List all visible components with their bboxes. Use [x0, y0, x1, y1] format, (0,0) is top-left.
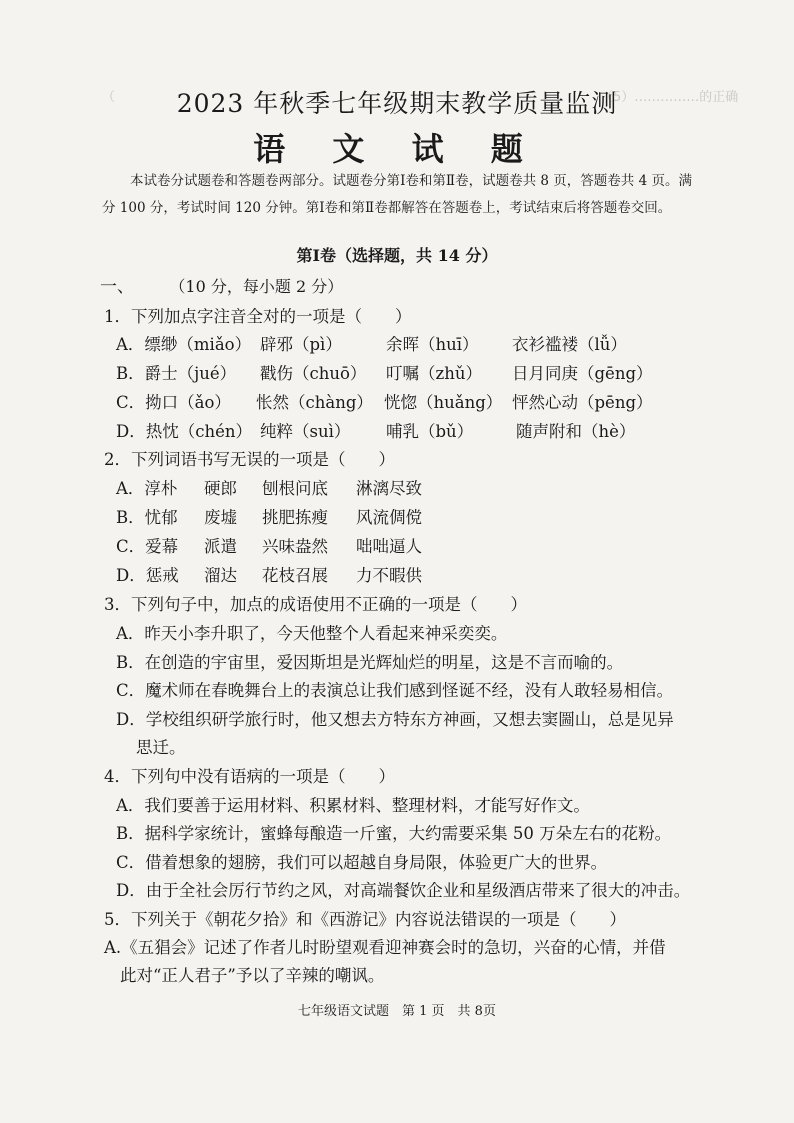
option-text: B．在创造的宇宙里，爱因斯坦是光辉灿烂的明星，这是不言而喻的。 — [116, 653, 624, 672]
option-text: C．魔术师在春晚舞台上的表演总让我们感到怪诞不经，没有人敢轻易相信。 — [116, 681, 674, 700]
option-text: 此对“正人君子”予以了辛辣的嘲讽。 — [120, 966, 385, 985]
option-text: 硬郎 — [204, 479, 237, 498]
option-text: B．爵士（jué） — [116, 364, 237, 383]
page-footer: 七年级语文试题 第 1 页 共 8页 — [298, 1004, 496, 1019]
option-text: A.《五猖会》记述了作者儿时盼望观看迎神赛会时的急切，兴奋的心情，并借 — [104, 938, 666, 957]
option-text: D．由于全社会厉行节约之风，对高端餐饮企业和星级酒店带来了很大的冲击。 — [116, 881, 691, 900]
question-5-stem: 5．下列关于《朝花夕拾》和《西游记》内容说法错误的一项是（ ） — [104, 910, 626, 929]
option-text: 力不暇供 — [356, 566, 422, 585]
option-text: 兴味盎然 — [262, 537, 328, 556]
volume-heading: 第Ⅰ卷（选择题，共 14 分） — [296, 246, 498, 265]
option-text: D．热忱（chén） — [116, 422, 252, 441]
option-text: 辟邪（pì） — [260, 335, 342, 354]
option-text: D．惩戒 — [116, 566, 179, 585]
option-text: 思迁。 — [136, 738, 186, 757]
option-text: 挑肥拣瘦 — [262, 508, 328, 527]
option-text: C．爱幕 — [116, 537, 179, 556]
option-text: 叮嘱（zhǔ） — [386, 364, 482, 383]
option-text: 怅然（chàng） — [256, 393, 373, 412]
option-text: 怦然心动（pēng） — [512, 393, 653, 412]
option-text: 纯粹（suì） — [260, 422, 351, 441]
bleed-through-text: （ — [102, 90, 116, 105]
option-text: 派遣 — [204, 537, 237, 556]
option-text: 风流倜傥 — [356, 508, 422, 527]
option-text: C．拗口（ǎo） — [116, 393, 231, 412]
option-text: 花枝召展 — [262, 566, 328, 585]
option-text: A．淳朴 — [116, 479, 178, 498]
option-text: A．昨天小李升职了，今天他整个人看起来神采奕奕。 — [116, 624, 508, 643]
option-text: A．缥缈（miǎo） — [116, 335, 252, 354]
option-text: 咄咄逼人 — [356, 537, 422, 556]
option-text: 余晖（huī） — [386, 335, 479, 354]
option-text: 刨根问底 — [262, 479, 328, 498]
section-score: （10 分，每小题 2 分） — [169, 277, 344, 296]
section-heading — [100, 272, 343, 297]
exam-subtitle: 语 文 试 题 — [253, 130, 541, 168]
option-text: B．据科学家统计，蜜蜂每酿造一斤蜜，大约需要采集 50 万朵左右的花粉。 — [116, 824, 672, 843]
exam-instructions: 本试卷分试题卷和答题卷两部分。试题卷分第Ⅰ卷和第Ⅱ卷，试题卷共 8 页，答题卷共 4 页。满分 100 分，考试时间 120 分钟。第Ⅰ卷和第Ⅱ卷都解答在答题卷上，考试结束后将答题卷交回。 — [102, 173, 692, 216]
option-text: 哺乳（bǔ） — [386, 422, 474, 441]
option-text: C．借着想象的翅膀，我们可以超越自身局限，体验更广大的世界。 — [116, 853, 608, 872]
option-text: 废墟 — [204, 508, 237, 527]
question-2-stem: 2．下列词语书写无误的一项是（ ） — [104, 450, 395, 469]
option-text: 溜达 — [204, 566, 237, 585]
option-text: 淋漓尽致 — [356, 479, 422, 498]
option-text: 衣衫褴褛（lǚ） — [512, 335, 627, 354]
option-text: B．忧郁 — [116, 508, 178, 527]
question-1-stem: 1．下列加点字注音全对的一项是（ ） — [104, 307, 412, 326]
option-text: 随声附和（hè） — [516, 422, 636, 441]
bleed-through-text: （5）……………的正确 — [600, 90, 739, 105]
option-text: 日月同庚（gēng） — [512, 364, 653, 383]
option-text: 戳伤（chuō） — [260, 364, 367, 383]
section-label: 一、 — [100, 277, 134, 297]
option-text: 恍惚（huǎng） — [384, 393, 503, 412]
exam-title: 2023 年秋季七年级期末教学质量监测 — [176, 89, 618, 118]
question-4-stem: 4．下列句中没有语病的一项是（ ） — [104, 767, 395, 786]
option-text: D．学校组织研学旅行时，他又想去方特东方神画，又想去窦圌山，总是见异 — [116, 710, 674, 729]
option-text: A．我们要善于运用材料、积累材料、整理材料，才能写好作文。 — [116, 796, 590, 815]
question-3-stem: 3．下列句子中，加点的成语使用不正确的一项是（ ） — [104, 595, 527, 614]
